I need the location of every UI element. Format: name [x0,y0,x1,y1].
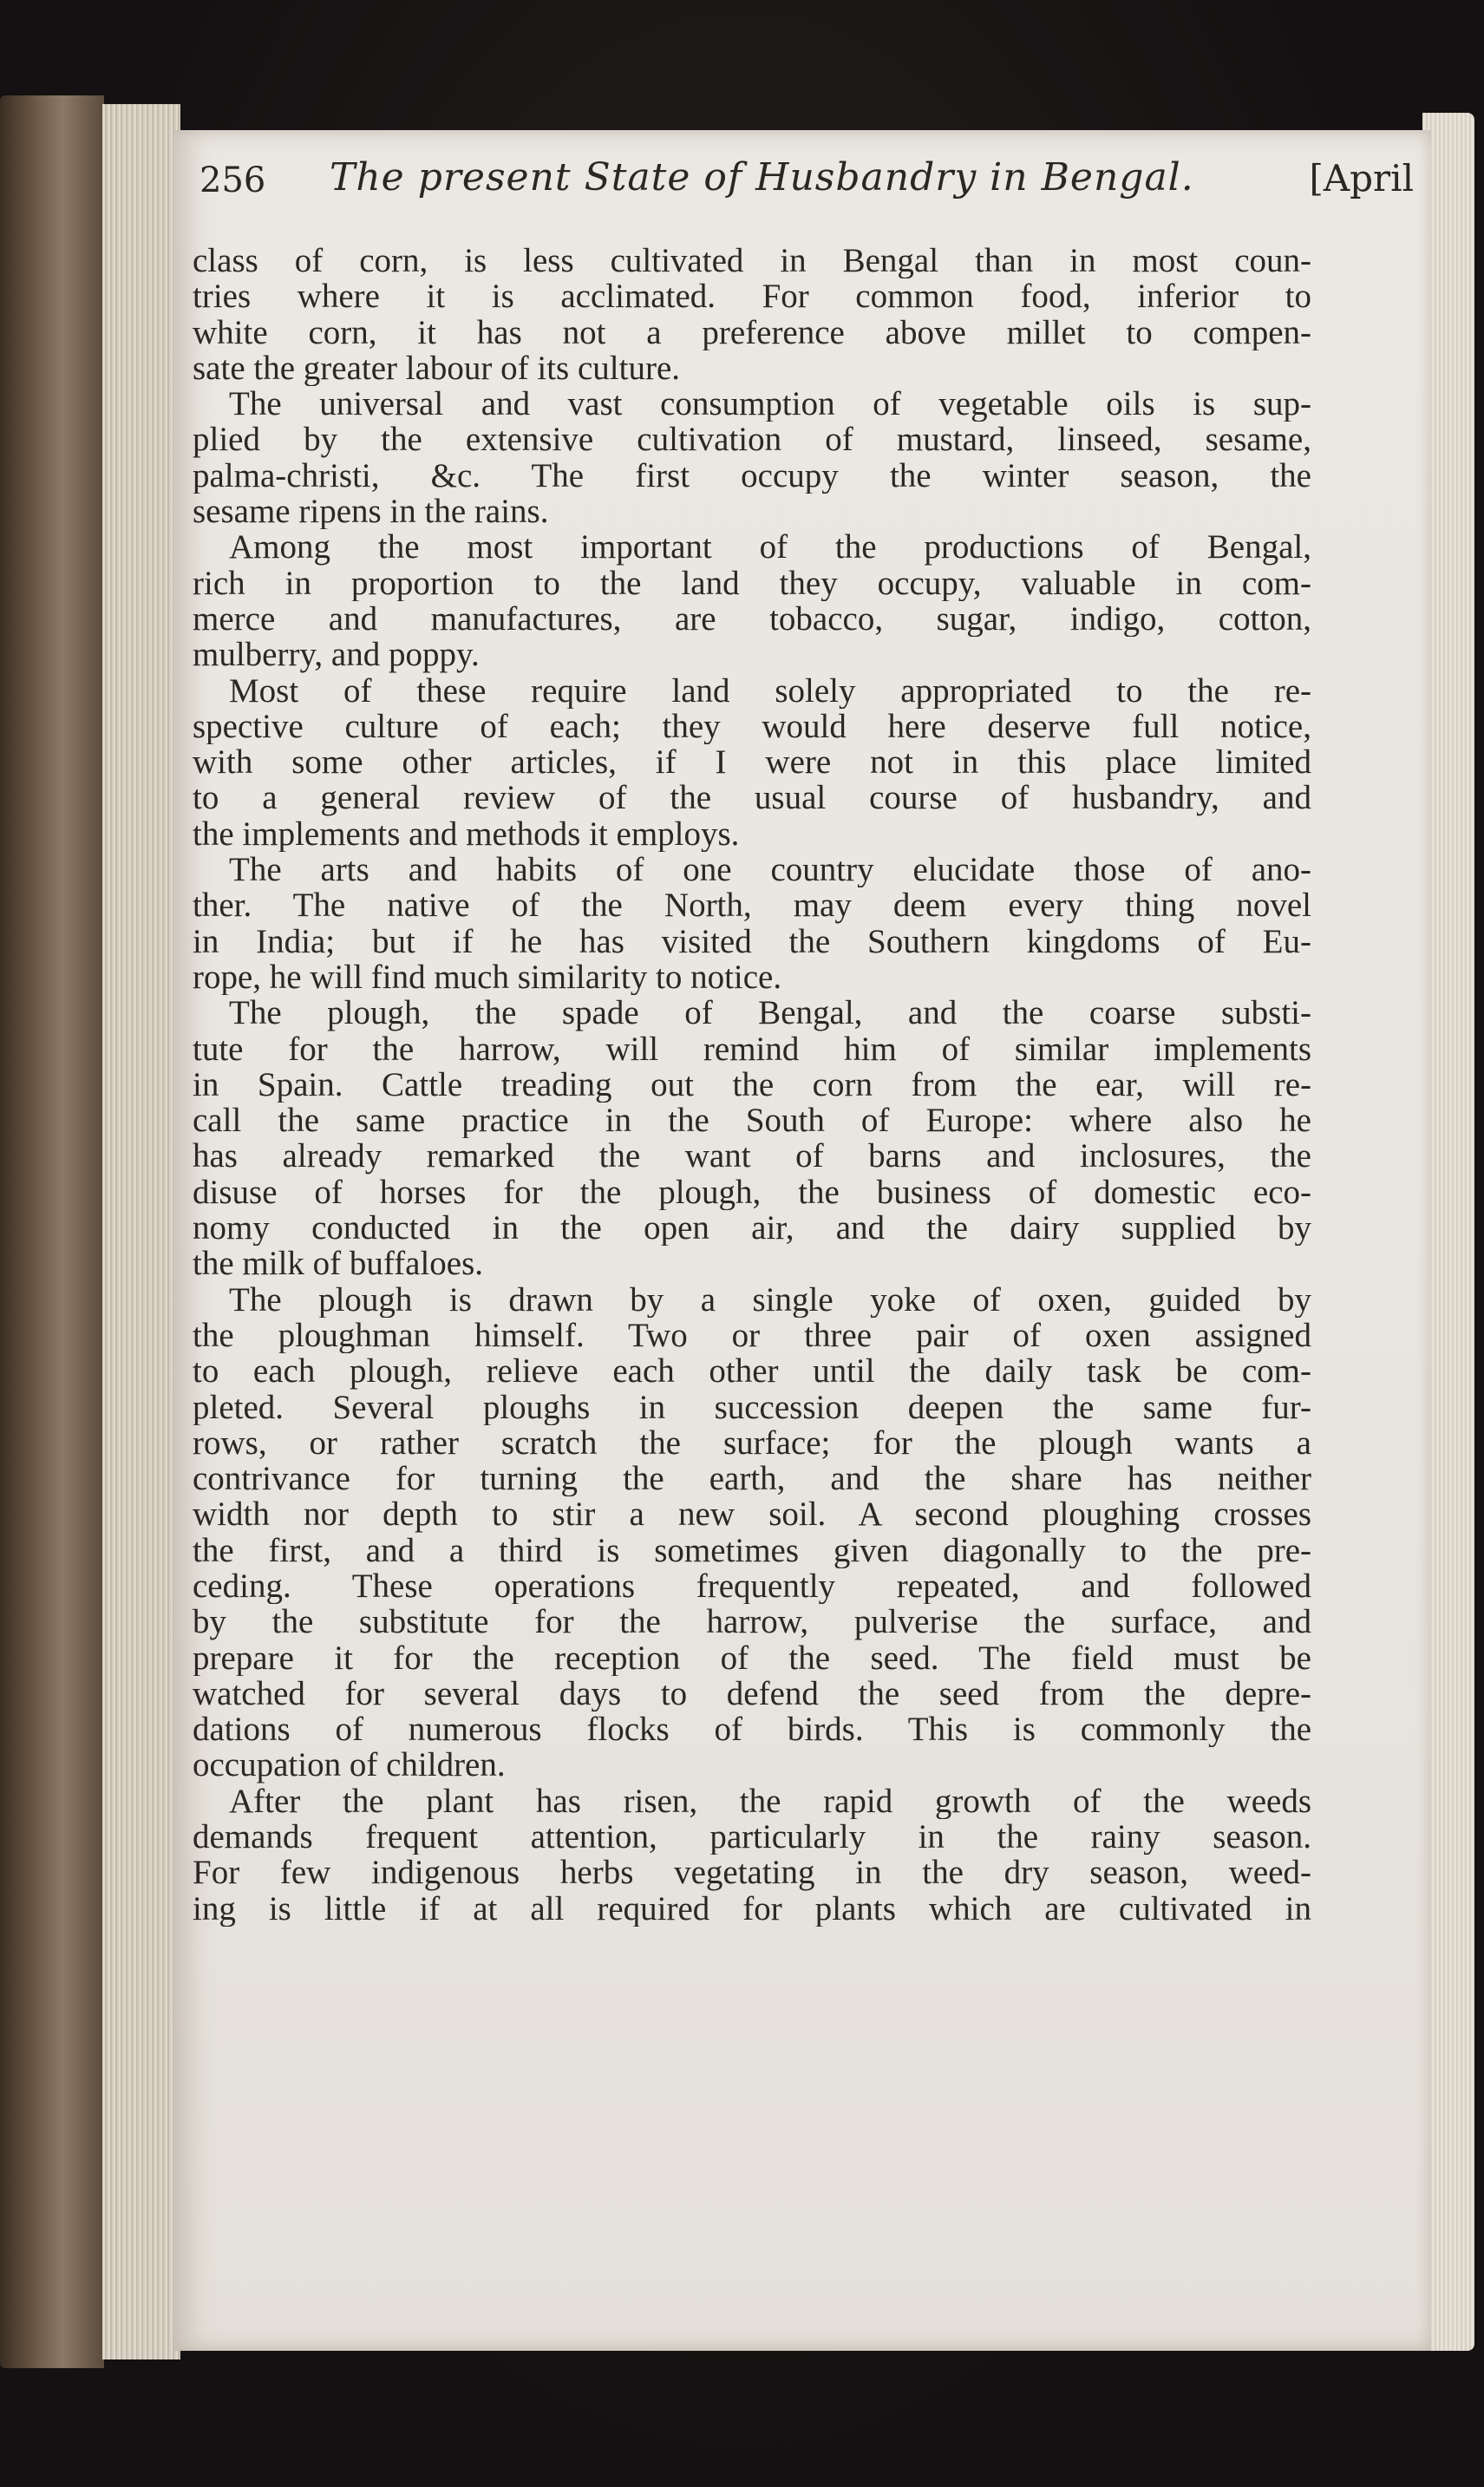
text-line: contrivance for turning the earth, and the share has neither [193,1461,1311,1497]
text-line: sesame ripens in the rains. [193,494,549,530]
text-line: demands frequent attention, particularly in the rainy season. [193,1819,1311,1855]
text-line: in Spain. Cattle treading out the corn from the ear, will re- [193,1066,1311,1103]
paragraph [193,386,1311,529]
text-line: dations of numerous flocks of birds. This is commonly the [193,1711,1311,1748]
text-line: Among the most important of the productions of Bengal, [229,529,1311,566]
running-date: [April [1309,157,1414,200]
text-line: the ploughman himself. Two or three pair of oxen assigned [193,1317,1311,1354]
text-line: For few indigenous herbs vegetating in the dry season, weed- [193,1855,1311,1891]
paragraph [193,243,1311,386]
text-line: mulberry, and poppy. [193,637,480,673]
paragraph [193,673,1311,852]
text-line: ing is little if at all required for plants which are cultivated in [193,1890,1311,1927]
text-line: by the substitute for the harrow, pulverise the surface, and [193,1604,1311,1640]
text-line: The plough is drawn by a single yoke of oxen, guided by [229,1281,1311,1318]
page-header [199,155,1414,230]
text-line: The plough, the spade of Bengal, and the coarse substi- [229,995,1311,1031]
text-line: watched for several days to defend the seed from the depre- [193,1675,1311,1712]
text-line: white corn, it has not a preference above millet to compen- [193,314,1311,350]
text-line: width nor depth to stir a new soil. A second ploughing crosses [193,1496,1311,1533]
text-line: the milk of buffaloes. [193,1246,484,1282]
text-line: spective culture of each; they would here deserve full notice, [193,708,1311,745]
text-line: class of corn, is less cultivated in Bengal than in most coun- [193,243,1311,279]
text-line: call the same practice in the South of Europe: where also he [193,1103,1311,1139]
text-line: to a general review of the usual course of husbandry, and [193,780,1311,816]
text-line: the implements and methods it employs. [193,815,740,853]
text-line: rope, he will find much similarity to notice. [193,959,782,996]
text-line: occupation of children. [193,1747,506,1783]
text-line: Most of these require land solely appropriated to the re- [229,672,1311,709]
text-line: ceding. These operations frequently repeated, and followed [193,1567,1311,1605]
text-line: The arts and habits of one country elucidate those of ano- [229,852,1311,888]
running-title: The present State of Husbandry in Bengal. [330,155,1194,200]
paragraph [193,1783,1311,1927]
paragraph [193,995,1311,1281]
text-line: ther. The native of the North, may deem every thing novel [193,887,1311,924]
text-line: After the plant has risen, the rapid growth of the weeds [229,1783,1311,1820]
paragraph [193,529,1311,672]
book-cover-edge [0,95,104,2368]
text-line: rich in proportion to the land they occupy, valuable in com- [193,565,1311,601]
text-line: tute for the harrow, will remind him of similar implements [193,1031,1311,1067]
text-line: nomy conducted in the open air, and the dairy supplied by [193,1210,1311,1247]
left-page-edges [102,104,180,2359]
text-line: with some other articles, if I were not in this place limited [193,744,1311,781]
page-number: 256 [199,160,266,200]
text-line: merce and manufactures, are tobacco, sugar, indigo, cotton, [193,600,1311,638]
paragraph [193,852,1311,995]
text-line: in India; but if he has visited the Southern kingdoms of Eu- [193,923,1311,959]
text-line: pleted. Several ploughs in succession deepen the same fur- [193,1389,1311,1425]
text-line: the first, and a third is sometimes given diagonally to the pre- [193,1532,1311,1568]
text-line: rows, or rather scratch the surface; for the plough wants a [193,1424,1311,1462]
text-line: plied by the extensive cultivation of mustard, linseed, sesame, [193,422,1311,458]
text-line: to each plough, relieve each other until the daily task be com- [193,1353,1311,1390]
text-line: sate the greater labour of its culture. [193,350,681,387]
paragraph [193,1282,1311,1783]
text-line: palma-christi, &c. The first occupy the winter season, the [193,457,1311,494]
text-line: The universal and vast consumption of vegetable oils is sup- [229,386,1311,422]
text-line: prepare it for the reception of the seed. The field must be [193,1639,1311,1676]
text-line: has already remarked the want of barns and inclosures, the [193,1138,1311,1175]
page-body-text [193,243,1311,1927]
text-line: tries where it is acclimated. For common food, inferior to [193,278,1311,315]
text-line: disuse of horses for the plough, the business of domestic eco- [193,1174,1311,1211]
